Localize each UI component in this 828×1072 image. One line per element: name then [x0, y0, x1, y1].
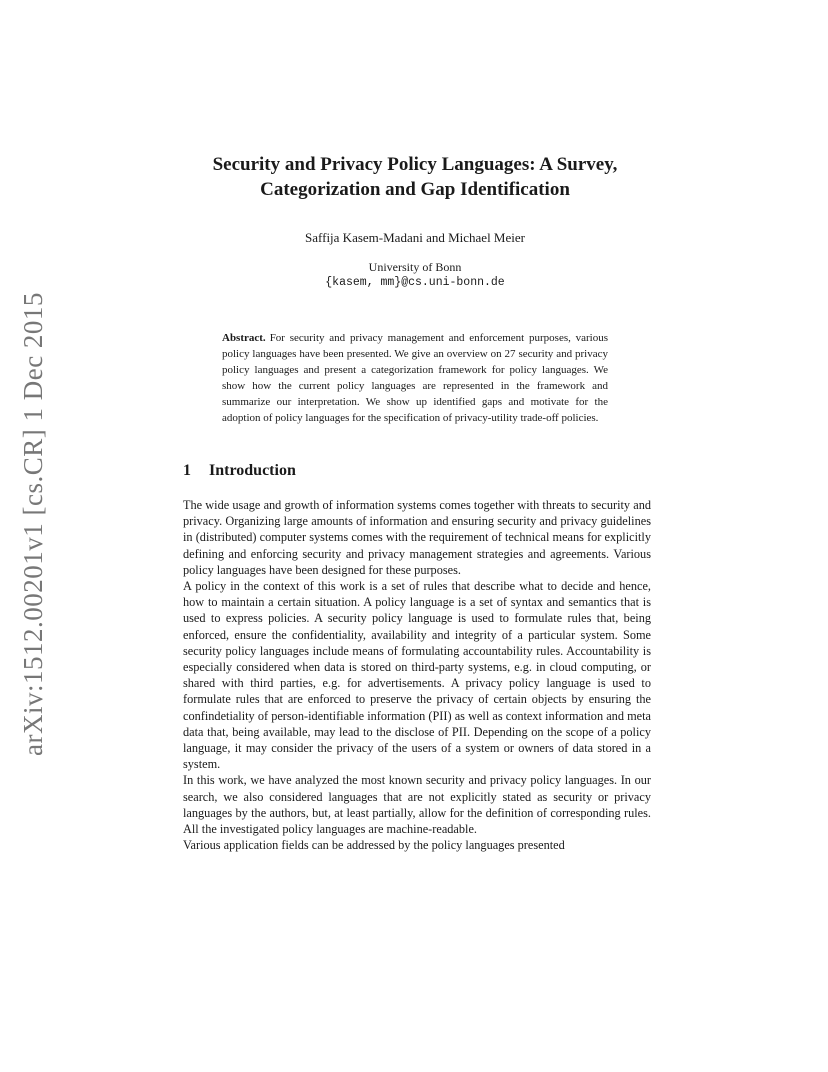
author-email: {kasem, mm}@cs.uni-bonn.de [325, 276, 505, 289]
arxiv-identifier: arXiv:1512.00201v1 [cs.CR] 1 Dec 2015 [18, 292, 48, 756]
abstract-text: For security and privacy management and enforcement purposes, various policy languages have been presented. We give an overview on 27 security and privacy policy languages and present a categorization framework for policy languages. We show how the current policy languages are represented in the framework and summarize our interpretation. We show up identified gaps and motivate for the adoption of policy languages for the specification of privacy-utility trade-off policies. [222, 332, 608, 424]
affiliation: University of Bonn [368, 260, 462, 274]
body-text [183, 497, 651, 853]
arxiv-sidebar [14, 290, 50, 760]
paragraph: In this work, we have analyzed the most known security and privacy policy languages. In our search, we also considered languages that are not explicitly stated as security or privacy languages by the authors, but, at least partially, allow for the definition of corresponding rules. All the investigated policy languages are machine-readable. [183, 773, 651, 837]
abstract-label: Abstract. [222, 332, 266, 344]
section-title: Introduction [209, 462, 296, 479]
paper-authors: Saffija Kasem-Madani and Michael Meier [305, 230, 525, 245]
paragraph: The wide usage and growth of information systems comes together with threats to security and privacy. Organizing large amounts of information and ensuring security and privacy guidelines in (distributed) computer systems comes with the requirement of technical means for explicitly defining and enforcing security and privacy management strategies and agreements. Various policy languages have been designed for these purposes. [183, 498, 651, 577]
abstract [222, 330, 608, 426]
paragraph: Various application fields can be addressed by the policy languages presented [183, 838, 565, 853]
author-affiliation-block [170, 259, 660, 291]
paper-title: Security and Privacy Policy Languages: A Survey, Categorization and Gap Identification [212, 154, 618, 200]
paragraph: A policy in the context of this work is a set of rules that describe what to decide and hence, how to maintain a certain situation. A policy language is a set of syntax and semantics that is used to express policies. A security policy language is used to formulate rules that, being enforced, ensure the confidentiality, availability and integrity of a particular system. Some security policy languages include means of formulating accountability rules. Accountability is especially considered when data is stored on third-party systems, e.g. in cloud computing, or shared with third parties, e.g. for advertisements. A privacy policy language is used to formulate rules that are enforced to preserve the privacy of certain objects by ensuring the confindetiality of person-identifiable information (PII) as well as context information and meta data that, being available, may lead to the disclose of PII. Depending on the scope of a policy language, it may consider the privacy of the users of a system or owners of data stored in a system. [183, 579, 651, 772]
section-number: 1 [183, 462, 191, 479]
section-heading [183, 461, 653, 481]
